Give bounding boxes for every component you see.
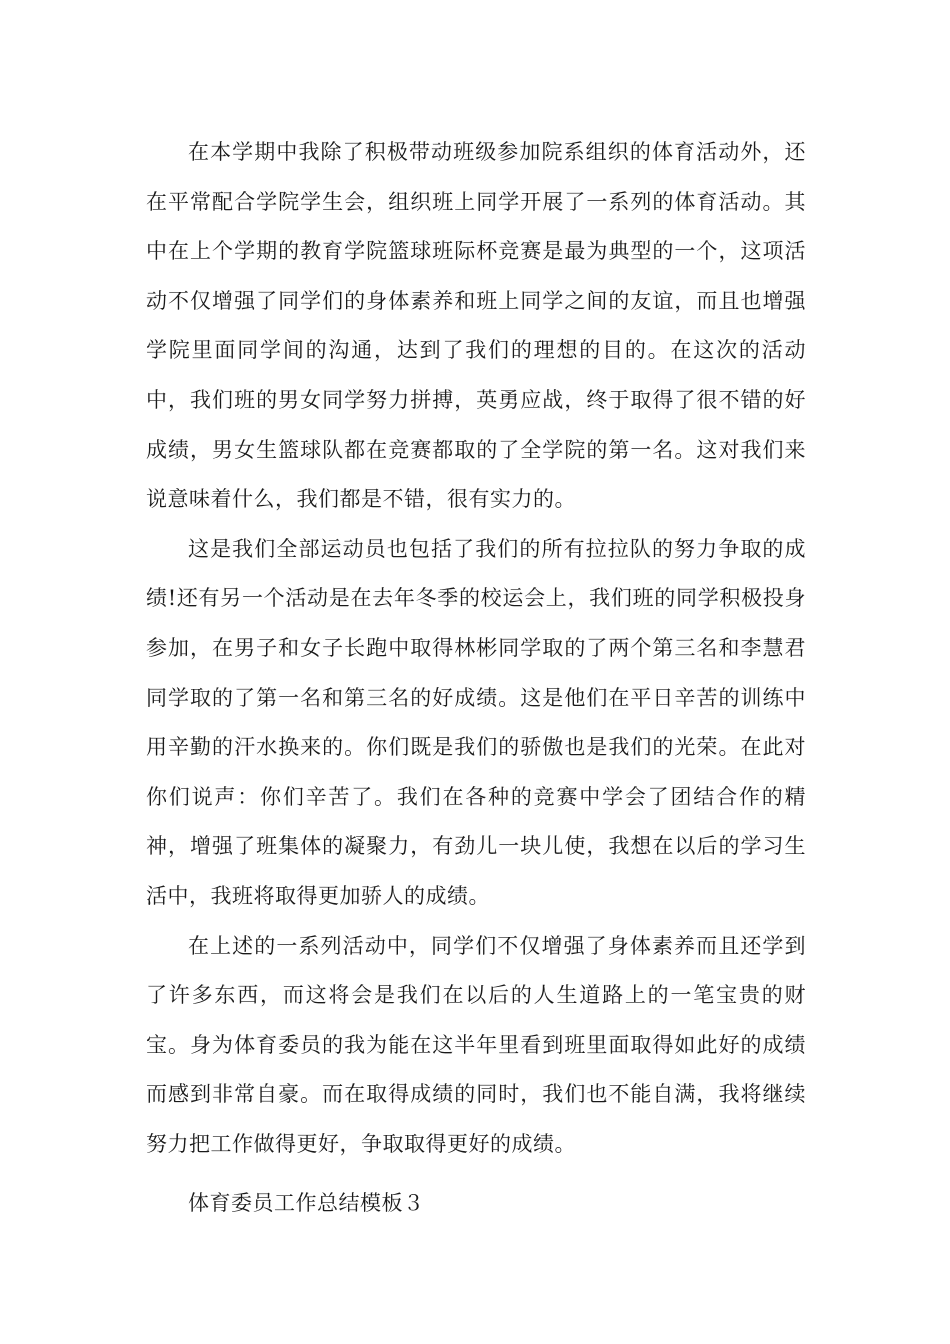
paragraph-3: 在上述的一系列活动中，同学们不仅增强了身体素养而且还学到了许多东西，而这将会是我们在以后的人生道路上的一笔宝贵的财宝。身为体育委员的我为能在这半年里看到班里面取得如此好的成绩而感到非常自豪。而在取得成绩的同时，我们也不能自满，我将继续努力把工作做得更好，争取取得更好的成绩。	[146, 933, 806, 1156]
paragraph-2: 这是我们全部运动员也包括了我们的所有拉拉队的努力争取的成绩!还有另一个活动是在去年冬季的校运会上，我们班的同学积极投身参加，在男子和女子长跑中取得林彬同学取的了两个第三名和李慧君同学取的了第一名和第三名的好成绩。这是他们在平日辛苦的训练中用辛勤的汗水换来的。你们既是我们的骄傲也是我们的光荣。在此对你们说声：你们辛苦了。我们在各种的竞赛中学会了团结合作的精神，增强了班集体的凝聚力，有劲儿一块儿使，我想在以后的学习生活中，我班将取得更加骄人的成绩。	[146, 536, 806, 908]
document-body	[146, 128, 806, 1229]
paragraph-1: 在本学期中我除了积极带动班级参加院系组织的体育活动外，还在平常配合学院学生会，组织班上同学开展了一系列的体育活动。其中在上个学期的教育学院篮球班际杯竞赛是最为典型的一个，这项活动不仅增强了同学们的身体素养和班上同学之间的友谊，而且也增强学院里面同学间的沟通，达到了我们的理想的目的。在这次的活动中，我们班的男女同学努力拼搏，英勇应战，终于取得了很不错的好成绩，男女生篮球队都在竞赛都取的了全学院的第一名。这对我们来说意味着什么，我们都是不错，很有实力的。	[146, 140, 806, 512]
section-heading: 体育委员工作总结模板３	[188, 1191, 425, 1216]
